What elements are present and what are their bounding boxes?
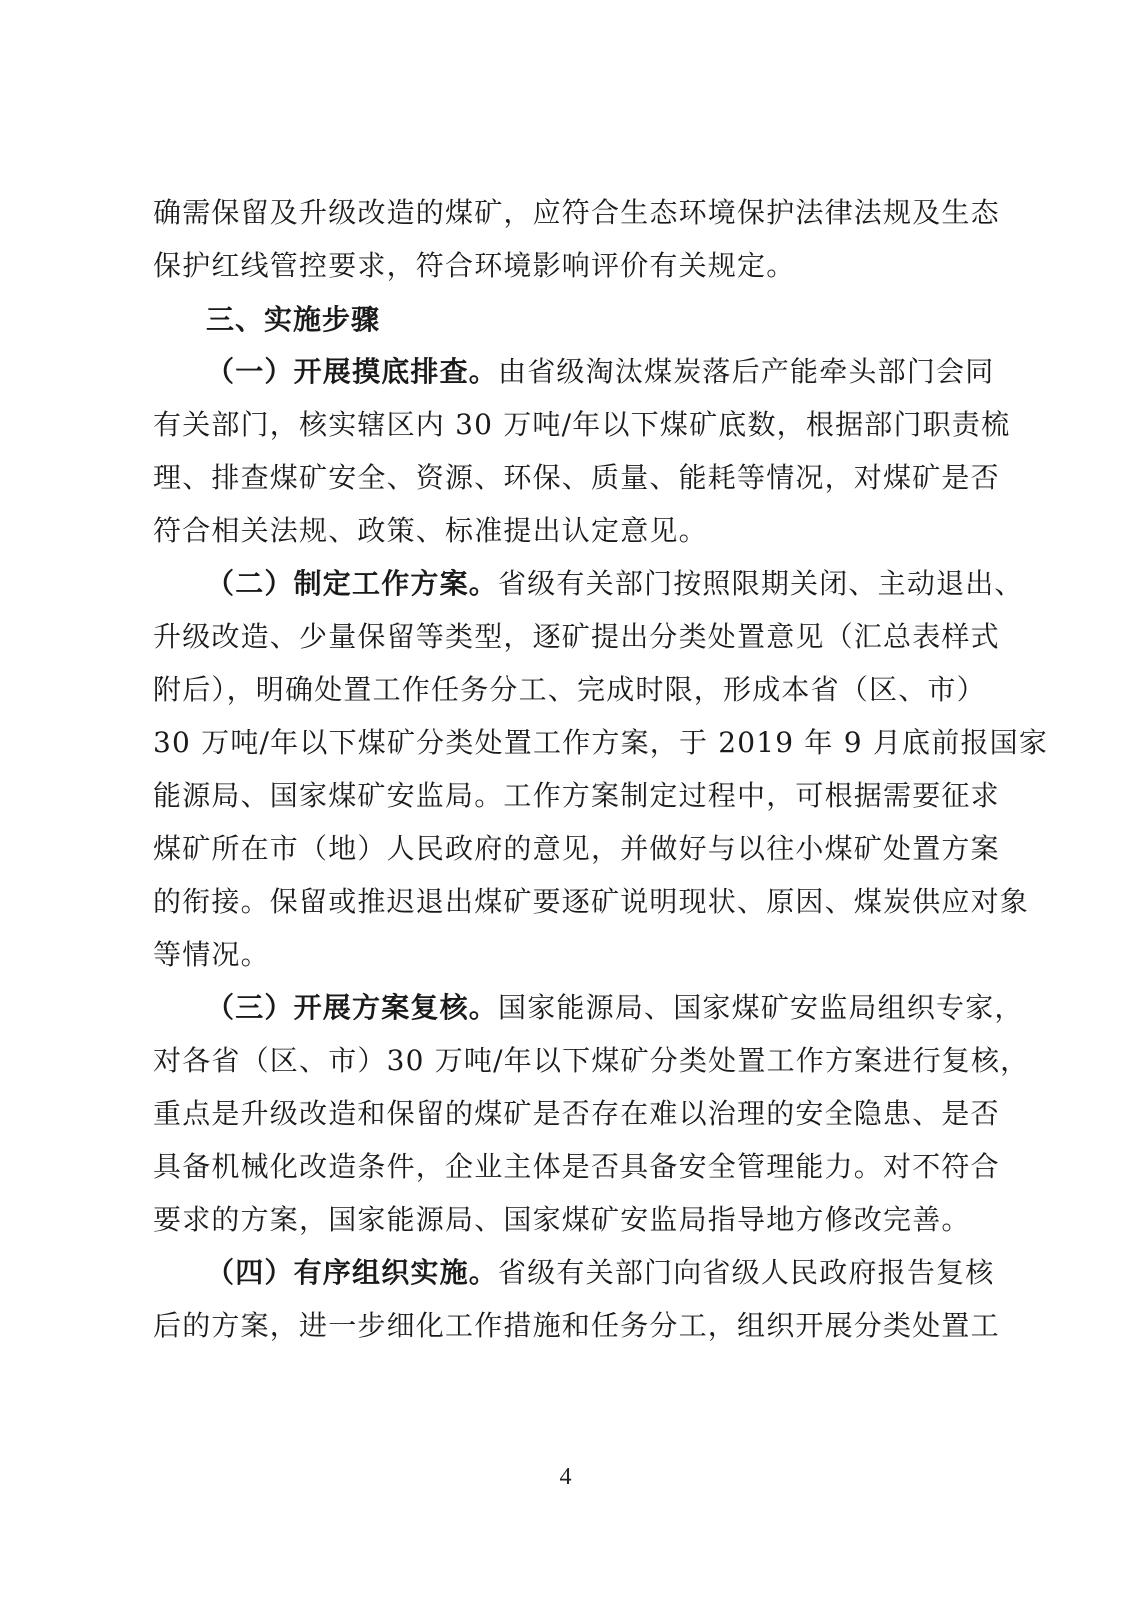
step-lead: （一）开展摸底排查。	[206, 355, 499, 388]
intro-line: 确需保留及升级改造的煤矿，应符合生态环境保护法律法规及生态	[153, 196, 1000, 229]
step-line: 要求的方案，国家能源局、国家煤矿安监局指导地方修改完善。	[153, 1203, 971, 1236]
step-first-line	[206, 352, 994, 392]
step-line: 有关部门，核实辖区内 30 万吨/年以下煤矿底数，根据部门职责梳	[153, 408, 1011, 441]
step-line: 重点是升级改造和保留的煤矿是否存在难以治理的安全隐患、是否	[153, 1097, 1000, 1130]
section-heading: 三、实施步骤	[206, 303, 381, 336]
step-line: 后的方案，进一步细化工作措施和任务分工，组织开展分类处置工	[153, 1309, 1000, 1342]
step-text: 国家能源局、国家煤矿安监局组织专家，	[498, 991, 1024, 1024]
step-line: 附后），明确处置工作任务分工、完成时限，形成本省（区、市）	[153, 673, 986, 706]
step-first-line	[206, 1253, 994, 1293]
step-line: 升级改造、少量保留等类型，逐矿提出分类处置意见（汇总表样式	[153, 620, 1000, 653]
step-line: 30 万吨/年以下煤矿分类处置工作方案，于 2019 年 9 月底前报国家	[153, 726, 1049, 759]
step-lead: （四）有序组织实施。	[206, 1256, 499, 1289]
step-text: 省级有关部门按照限期关闭、主动退出、	[498, 567, 1024, 600]
step-line: 具备机械化改造条件，企业主体是否具备安全管理能力。对不符合	[153, 1150, 1000, 1183]
intro-line: 保护红线管控要求，符合环境影响评价有关规定。	[153, 249, 796, 282]
step-first-line	[206, 988, 1024, 1028]
step-line: 等情况。	[153, 938, 270, 971]
step-line: 煤矿所在市（地）人民政府的意见，并做好与以往小煤矿处置方案	[153, 832, 1000, 865]
step-line: 的衔接。保留或推迟退出煤矿要逐矿说明现状、原因、煤炭供应对象	[153, 885, 1030, 918]
step-first-line	[206, 564, 1024, 604]
page-number: 4	[559, 1464, 572, 1490]
step-line: 能源局、国家煤矿安监局。工作方案制定过程中，可根据需要征求	[153, 779, 1000, 812]
step-text: 省级有关部门向省级人民政府报告复核	[498, 1256, 995, 1289]
step-line: 对各省（区、市）30 万吨/年以下煤矿分类处置工作方案进行复核，	[153, 1044, 1030, 1077]
step-text: 由省级淘汰煤炭落后产能牵头部门会同	[498, 355, 995, 388]
step-lead: （二）制定工作方案。	[206, 567, 499, 600]
step-line: 符合相关法规、政策、标准提出认定意见。	[153, 514, 708, 547]
step-lead: （三）开展方案复核。	[206, 991, 499, 1024]
step-line: 理、排查煤矿安全、资源、环保、质量、能耗等情况，对煤矿是否	[153, 461, 1000, 494]
